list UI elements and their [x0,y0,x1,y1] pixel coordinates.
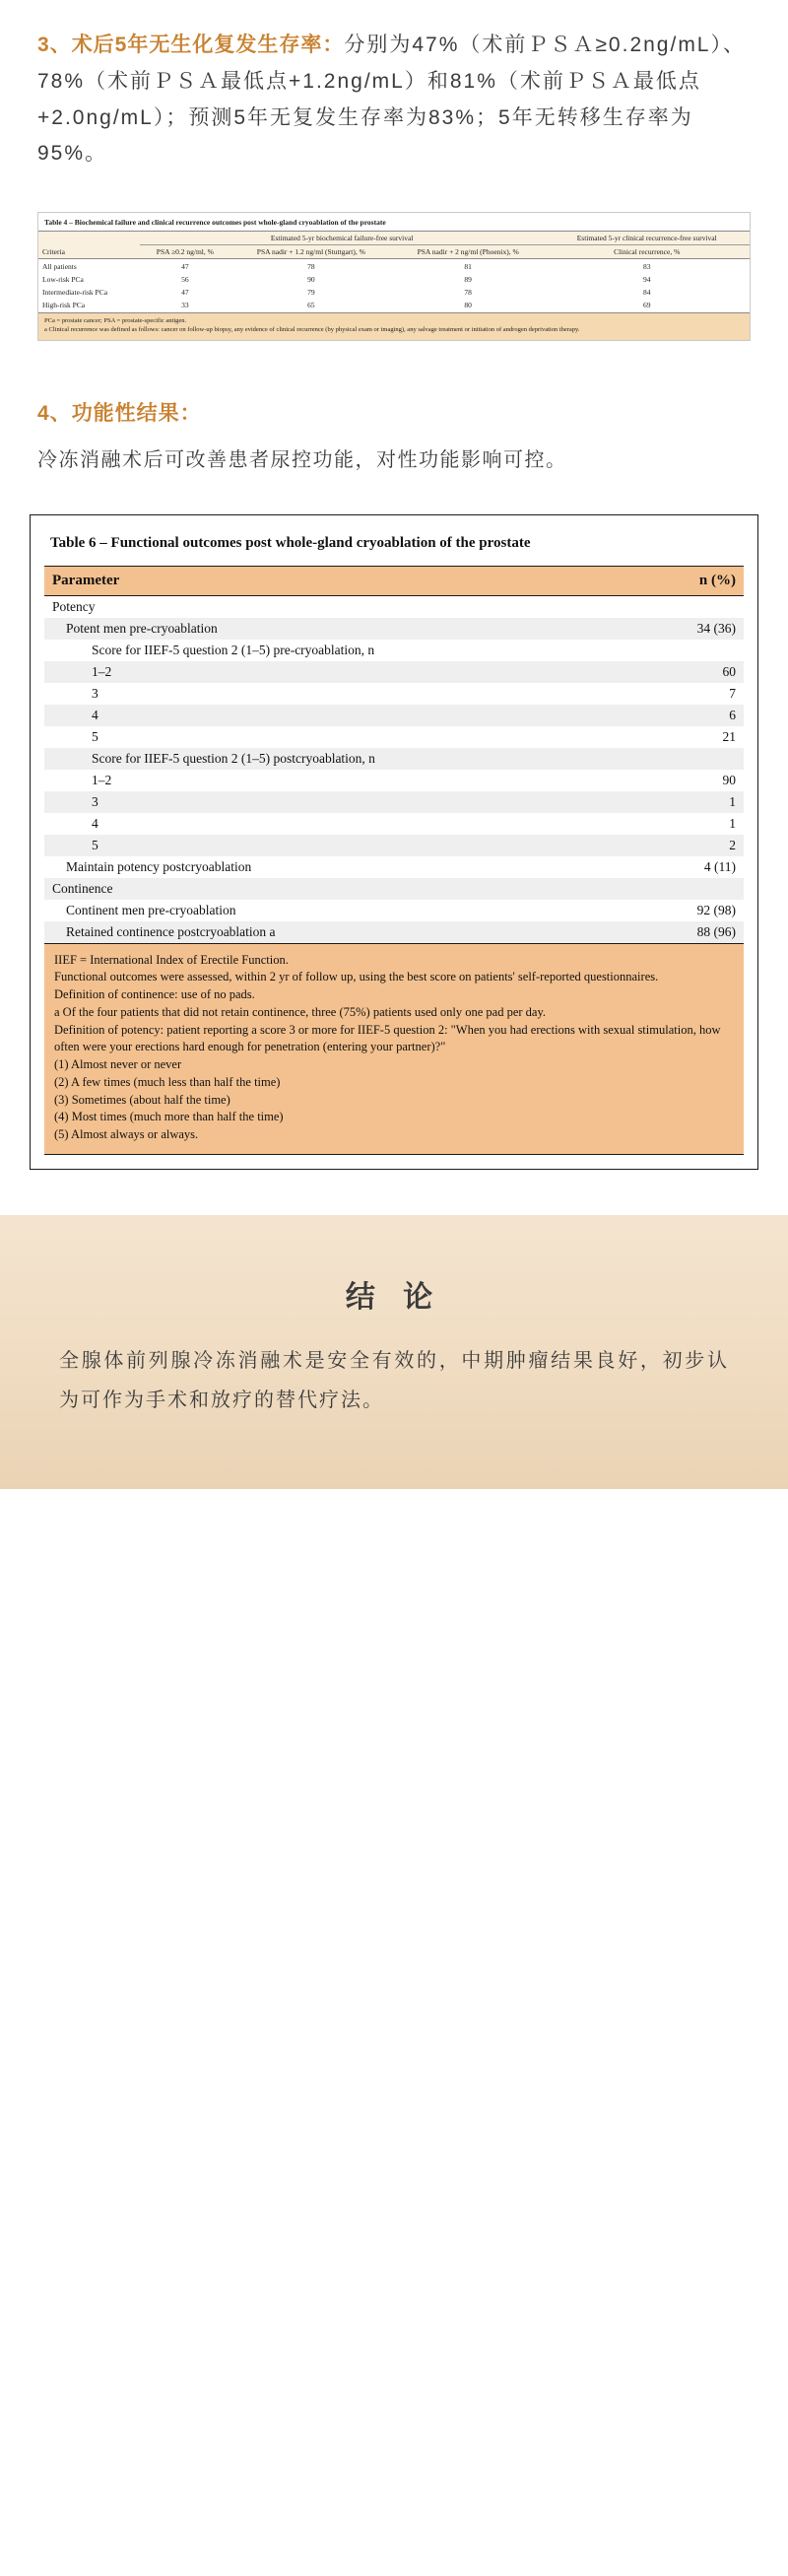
section-3-number: 3、 [37,34,72,56]
table-6-row-value: 34 (36) [647,618,744,640]
table-6-row-label: 3 [44,791,647,813]
table-4-footnote: a Clinical recurrence was defined as follows: cancer on follow-up biopsy, any evidence of clinical recurrence (by physical exam or imaging), any salvage treatment or initiation of androgen deprivation therapy. [44,325,580,333]
table-4-figure [37,212,751,341]
table-4-cell: 65 [230,299,392,313]
table-4-cell: 89 [464,275,472,284]
table-6-note: (1) Almost never or never [54,1057,182,1072]
table-row [38,286,750,299]
table-4-row-label: Intermediate-risk PCa [42,288,108,297]
table-row [44,726,744,748]
section-4-body: 冷冻消融术后可改善患者尿控功能，对性功能影响可控。 [37,449,567,472]
table-6-row-value [647,878,744,900]
table-6-row-label: Maintain potency postcryoablation [66,858,252,874]
table-6-row-value: 6 [647,705,744,726]
table-4-cell: 94 [642,275,651,284]
table-6-note: a Of the four patients that did not retain continence, three (75%) patients used only one pad per day. [54,1004,547,1019]
table-6-col-parameter: Parameter [44,566,647,595]
table-row [44,813,744,835]
table-row [38,299,750,313]
table-4-cell: 80 [392,299,545,313]
table-row [44,595,744,618]
table-4-row-label: All patients [42,262,77,271]
table-6-row-label: Potency [52,598,96,614]
table-row [44,856,744,878]
table-4-row-label: High-risk PCa [38,299,140,313]
table-6-row-label: Potent men pre-cryoablation [44,618,647,640]
table-6-row-value [647,595,744,618]
table-4-cell: 78 [307,262,315,271]
table-4-cell: 56 [181,275,189,284]
conclusion-title: 结 论 [345,1280,443,1314]
table-6-body [44,595,744,943]
table-6-row-label: 5 [44,835,647,856]
table-row [44,618,744,640]
table-6-row-label: 4 [44,705,647,726]
table-6-row-value [647,748,744,770]
table-4-col-psa02: PSA ≥0.2 ng/ml, % [140,245,230,259]
table-6-figure [30,514,758,1170]
table-6-row-value: 7 [729,685,736,701]
table-4-cell: 79 [307,288,315,297]
table-4-caption: Table 4 – Biochemical failure and clinical recurrence outcomes post whole-gland cryoablation of the prostate [38,213,750,232]
section-3-body: 分别为47%（术前ＰＳＡ≥0.2ng/mL）、78%（术前ＰＳＡ最低点+1.2ng/mL）和81%（术前ＰＳＡ最低点+2.0ng/mL）；预测5年无复发生存率为83%；5年无转移生存率为95%。 [37,34,746,166]
table-4-cell: 69 [544,299,750,313]
table-4-cell: 84 [642,288,651,297]
table-6-row-label: Score for IIEF-5 question 2 (1–5) postcryoablation, n [44,748,647,770]
table-6-title: Table 6 – Functional outcomes post whole-gland cryoablation of the prostate [50,535,531,552]
table-4-col-clinical: Clinical recurrence, % [544,245,750,259]
table-6-header-row [44,566,744,595]
table-row [44,921,744,944]
table-4-cell: 33 [140,299,230,313]
table-4-group-bfs: Estimated 5-yr biochemical failure-free survival [140,232,545,245]
table-6-note: (4) Most times (much more than half the time) [54,1110,284,1124]
table-row [44,683,744,705]
table-4-group-crfs: Estimated 5-yr clinical recurrence-free survival [544,232,750,245]
table-4-footnote: PCa = prostate cancer; PSA = prostate-specific antigen. [44,317,187,324]
table-4-column-header-row [38,245,750,259]
table-6 [44,566,744,944]
table-4-cell: 90 [307,275,315,284]
table-4-col-stuttgart: PSA nadir + 1.2 ng/ml (Stuttgart), % [230,245,392,259]
table-6-note: (2) A few times (much less than half the time) [54,1074,281,1089]
section-3-title: 术后5年无生化复发生存率： [71,34,345,56]
table-6-row-label: 4 [92,815,98,831]
table-6-row-value: 21 [722,728,736,744]
table-row [44,900,744,921]
table-4-body [38,259,750,313]
table-4-col-phoenix: PSA nadir + 2 ng/ml (Phoenix), % [392,245,545,259]
table-row [44,661,744,683]
table-4-cell: 47 [181,288,189,297]
table-6-row-label: 1–2 [44,661,647,683]
table-6-note: Definition of potency: patient reporting a score 3 or more for IIEF-5 question 2: "When you had erections with sexual stimulation, how often were your erections hard enough for penetration (entering your partner)?" [54,1022,721,1054]
table-6-row-label: Continence [44,878,647,900]
table-4-cell: 47 [181,262,189,271]
table-6-note: IIEF = International Index of Erectile Function. [54,952,289,967]
table-6-row-value: 1 [647,791,744,813]
conclusion-body: 全腺体前列腺冷冻消融术是安全有效的，中期肿瘤结果良好，初步认为可作为手术和放疗的替代疗法。 [59,1349,729,1411]
table-4 [38,213,750,313]
section-4-title: 功能性结果： [71,401,202,425]
table-4-cell: 83 [642,262,651,271]
table-4-col-criteria: Criteria [38,232,140,259]
table-4-head [38,232,750,259]
table-6-row-value: 1 [729,815,736,831]
table-row [44,835,744,856]
conclusion-block [0,1215,788,1489]
section-3-heading [37,28,751,172]
table-6-row-value: 88 (96) [647,921,744,944]
table-6-row-label: 5 [92,728,98,744]
table-row [44,878,744,900]
table-row [38,259,750,274]
table-6-note: Definition of continence: use of no pads. [54,987,255,1002]
table-6-row-value: 92 (98) [696,902,736,917]
table-row [44,705,744,726]
section-4-heading [37,396,751,433]
table-6-note: (3) Sometimes (about half the time) [54,1092,230,1107]
table-6-head [44,566,744,595]
table-6-row-label: 3 [92,685,98,701]
table-6-row-value: 90 [722,772,736,787]
table-4-row-label: Low-risk PCa [42,275,84,284]
table-6-row-label: Continent men pre-cryoablation [66,902,236,917]
table-6-row-label: Retained continence postcryoablation a [44,921,647,944]
table-6-row-value: 4 (11) [703,858,736,874]
table-4-cell: 81 [464,262,472,271]
table-6-note: (5) Almost always or always. [54,1127,199,1142]
table-6-note: Functional outcomes were assessed, within 2 yr of follow up, using the best score on patients' self-reported questionnaires. [54,970,659,984]
section-4-number: 4、 [37,401,72,425]
table-row [44,748,744,770]
section-3 [0,0,788,172]
table-6-row-value: 2 [647,835,744,856]
table-row [44,791,744,813]
table-6-col-n: n (%) [647,566,744,595]
table-row [38,273,750,286]
table-6-row-value [647,640,744,661]
table-6-row-label: 1–2 [92,772,112,787]
section-4 [0,341,788,480]
table-4-cell: 78 [464,288,472,297]
table-6-row-value: 60 [647,661,744,683]
table-6-row-label: Score for IIEF-5 question 2 (1–5) pre-cryoablation, n [92,642,375,657]
table-4-group-header-row [38,232,750,245]
table-4-footnotes [38,313,750,340]
table-6-notes [44,944,744,1155]
table-row [44,640,744,661]
table-row [44,770,744,791]
